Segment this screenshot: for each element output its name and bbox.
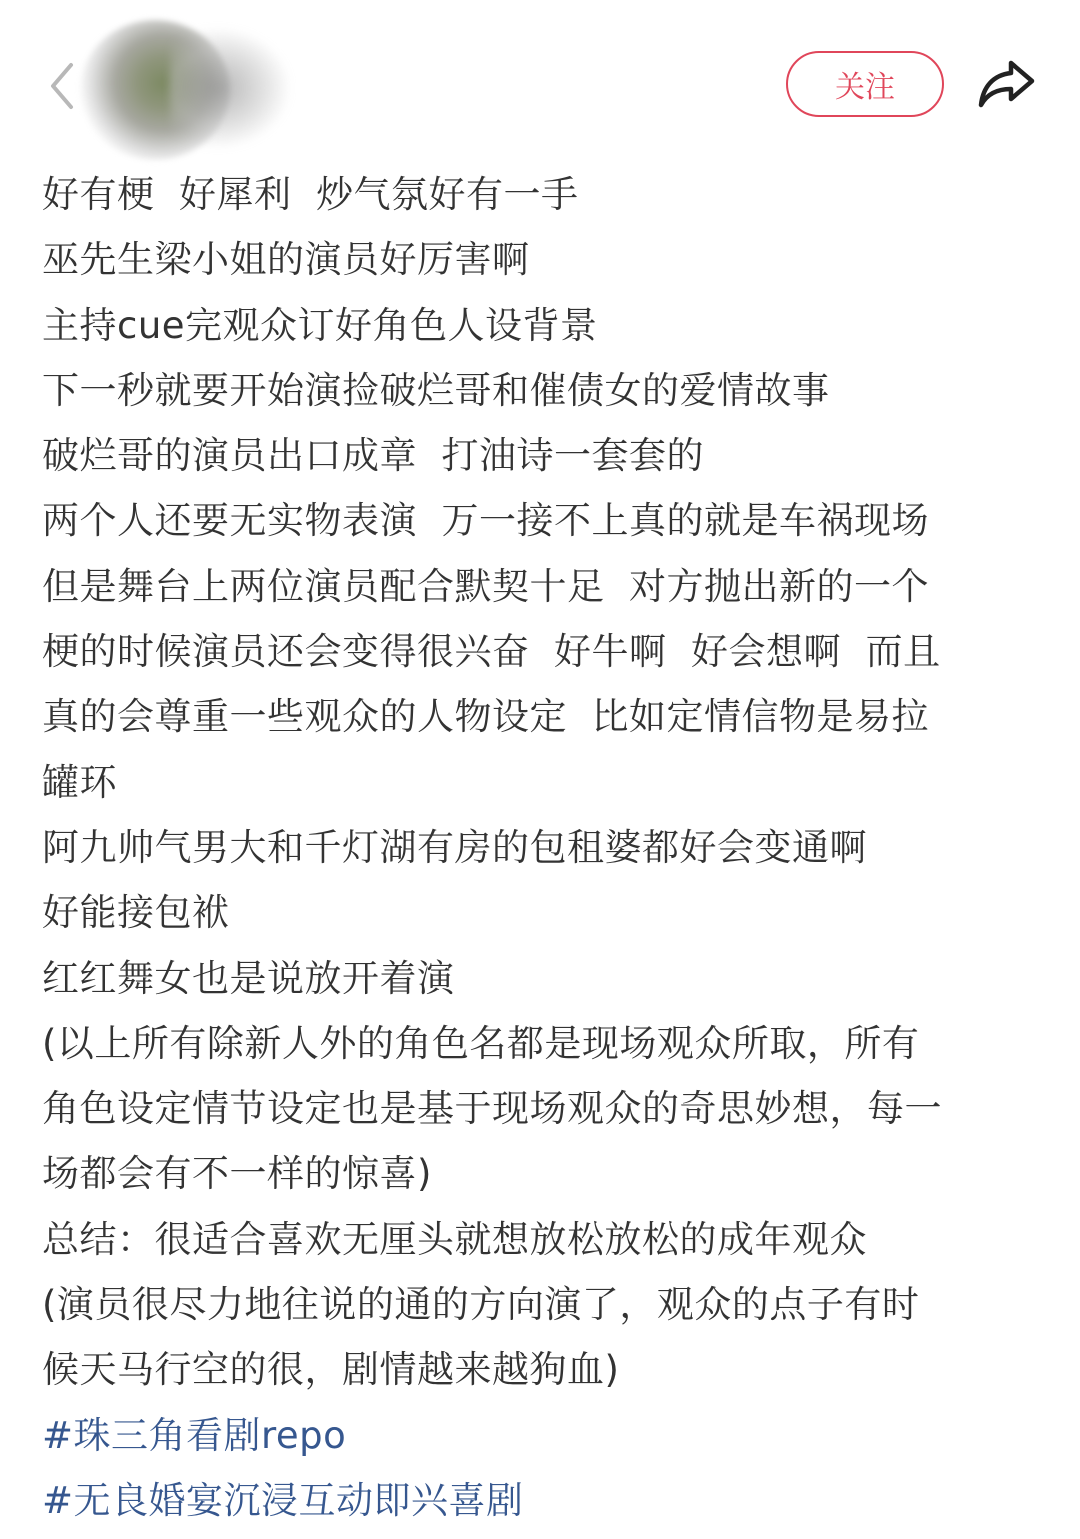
post-text-line: 梗的时候演员还会变得很兴奋 好牛啊 好会想啊 而且 [42, 630, 941, 674]
post-text-line: 破烂哥的演员出口成章 打油诗一套套的 [42, 434, 705, 478]
post-header [0, 0, 1080, 160]
post-body [42, 162, 1042, 1533]
post-text-line: 场都会有不一样的惊喜) [42, 1152, 432, 1196]
hashtag-link[interactable]: #珠三角看剧repo [42, 1413, 347, 1457]
post-text-line: 好能接包袱 [42, 891, 230, 935]
share-button[interactable] [974, 52, 1040, 114]
post-text-line: 真的会尊重一些观众的人物设定 比如定情信物是易拉 [42, 695, 930, 739]
post-text-line: 主持cue完观众订好角色人设背景 [42, 303, 598, 347]
post-text-line: 总结：很适合喜欢无厘头就想放松放松的成年观众 [42, 1217, 867, 1261]
post-text-line: 阿九帅气男大和千灯湖有房的包租婆都好会变通啊 [42, 825, 867, 869]
chevron-left-icon [47, 61, 77, 111]
post-text-line: 两个人还要无实物表演 万一接不上真的就是车祸现场 [42, 499, 930, 543]
post-text-line: (演员很尽力地往说的通的方向演了，观众的点子有时 [42, 1283, 920, 1327]
post-text-line: 但是舞台上两位演员配合默契十足 对方抛出新的一个 [42, 564, 930, 608]
author-name[interactable] [170, 28, 290, 148]
post-text-line: (以上所有除新人外的角色名都是现场观众所取，所有 [42, 1021, 920, 1065]
post-text-line: 巫先生梁小姐的演员好厉害啊 [42, 238, 530, 282]
hashtag-link[interactable]: #无良婚宴沉浸互动即兴喜剧 [42, 1478, 524, 1522]
post-text-line: 红红舞女也是说放开着演 [42, 956, 455, 1000]
post-text-line: 角色设定情节设定也是基于现场观众的奇思妙想，每一 [42, 1087, 942, 1131]
post-text-line: 罐环 [42, 760, 117, 804]
share-arrow-icon [977, 57, 1037, 109]
post-text-line: 下一秒就要开始演捡破烂哥和催债女的爱情故事 [42, 368, 830, 412]
follow-button[interactable]: 关注 [786, 51, 944, 117]
post-text-line: 候天马行空的很，剧情越来越狗血) [42, 1348, 620, 1392]
post-text-line: 好有梗 好犀利 炒气氛好有一手 [42, 173, 579, 216]
back-button[interactable] [40, 58, 84, 114]
